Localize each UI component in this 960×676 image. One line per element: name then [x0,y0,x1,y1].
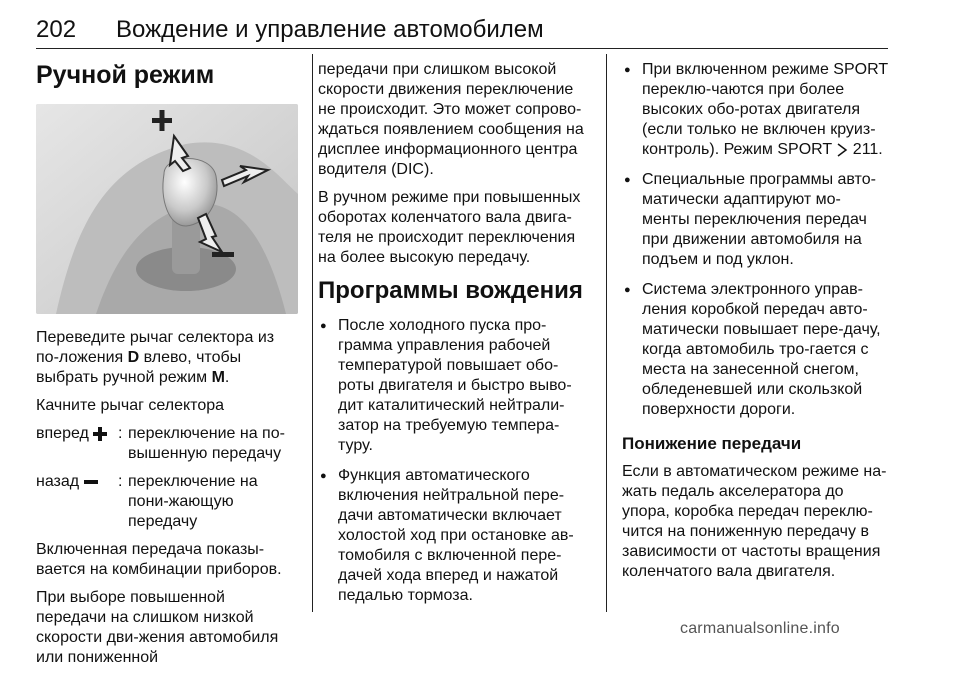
column-divider-1 [312,54,313,612]
minus-icon [84,475,98,489]
header-rule [36,48,888,49]
gear-selector-illustration [36,104,298,314]
watermark: carmanualsonline.info [680,620,840,637]
gear-lever-drawing [36,104,298,314]
list-item: ● При включенном режиме SPORT переклю-чаются при более высоких обо-ротах двигателя (если только не включен круиз-контроль). Режим SPORT 211. [622,60,888,160]
paragraph-high-rpm: В ручном режиме при повышенных оборотах коленчатого вала двига-теля не происходит переключения на более высокую передачу. [318,189,581,266]
column-1 [36,60,298,676]
plus-icon [93,427,107,441]
paragraph-no-shift: передачи при слишком высокой скорости движения переключение не происходит. Это может сопрово-ждаться появлением сообщения на дисплее информационного центра водителя (DIC). [318,61,584,178]
paragraph-upshift-low-speed: При выборе повышенной передачи на слишком низкой скорости дви-жения автомобиля или пониженной [36,589,279,666]
page-header [36,10,888,48]
paragraph-kickdown: Если в автоматическом режиме на-жать педаль акселератора до упора, коробка передач переклю-чится на пониженную передачу в зависимости от частоты вращения коленчатого вала двигателя. [622,463,887,580]
paragraph-gear-display: Включенная передача показы-вается на комбинации приборов. [36,541,282,578]
paragraph-select-manual: Переведите рычаг селектора из по-ложения D влево, чтобы выбрать ручной режим M. [36,329,275,386]
column-2 [318,60,594,616]
column-3 [622,60,888,590]
definition-forward: вперед : переключение на по-вышенную передачу [36,425,285,462]
bullet-list-programs [318,316,594,606]
reference-arrow-icon [836,143,848,157]
list-item: ● После холодного пуска про-грамма управления рабочей температурой повышает обо-роты двигателя и быстро выво-дит каталитический нейтрали-затор на требуемую темпера-туру. [318,316,594,456]
section-title-driving-programs: Программы вождения [318,277,583,304]
paragraph-tap-lever: Качните рычаг селектора [36,397,225,414]
page-number: 202 [36,16,77,43]
subhead-kickdown: Понижение передачи [622,434,802,453]
list-item: ● Система электронного управ-ления коробкой передач авто-матически повышает пере-дачу, когда автомобиль тро-гается с места на занесенной снегом, обледеневшей или скользкой поверхности дороги. [622,280,888,420]
column-divider-2 [606,54,607,612]
list-item: ● Функция автоматического включения нейтральной пере-дачи автоматически включает холостой ход при остановке ав-томобиля с включенной пере-дачей хода вперед и нажатой педалью тормоза. [318,466,594,606]
list-item: ● Специальные программы авто-матически адаптируют мо-менты переключения передач при движении автомобиля на подъем и под уклон. [622,170,888,270]
definition-back: назад : переключение на пони-жающую передачу [36,473,258,530]
section-title-manual-mode: Ручной режим [36,61,215,89]
running-title: Вождение и управление автомобилем [116,16,544,43]
bullet-list-programs-cont [622,60,888,420]
